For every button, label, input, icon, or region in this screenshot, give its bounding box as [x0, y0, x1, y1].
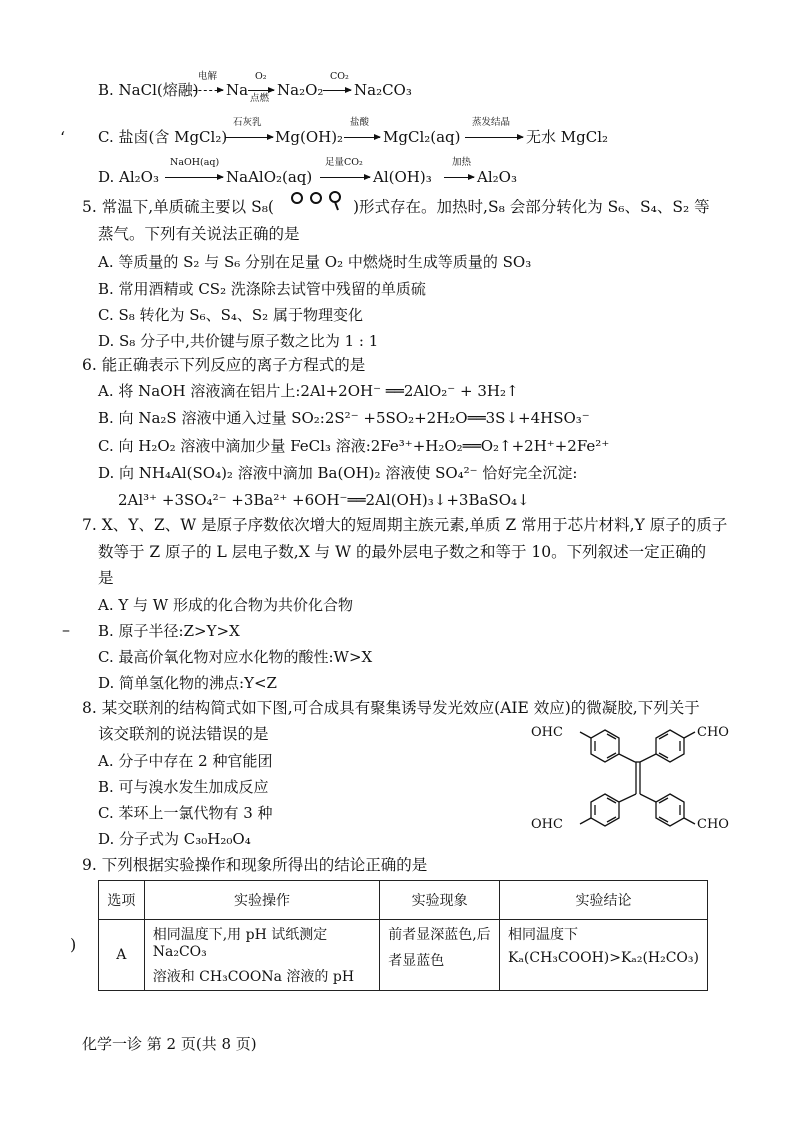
q6-option-d-2: 2Al³⁺ +3SO₄²⁻ +3Ba²⁺ +6OH⁻══2Al(OH)₃↓+3BaSO₄↓	[118, 491, 530, 509]
q6-stem: 6. 能正确表示下列反应的离子方程式的是	[82, 356, 366, 374]
margin-mark: )	[70, 935, 77, 954]
q4-c-step-2: MgCl₂(aq)	[383, 128, 461, 146]
q4-d-label-3: 加热	[452, 157, 472, 168]
q5-stem-1b: )形式存在。加热时,S₈ 会部分转化为 S₆、S₄、S₂ 等	[353, 198, 710, 216]
cho-label: CHO	[697, 817, 729, 832]
q7-option-c: C. 最高价氧化物对应水化物的酸性:W>X	[98, 648, 373, 666]
q4-b-label-3: CO₂	[330, 71, 349, 82]
q4-d-label-1: NaOH(aq)	[170, 157, 220, 168]
q7-option-b: B. 原子半径:Z>Y>X	[98, 622, 240, 640]
q5-option-b: B. 常用酒精或 CS₂ 洗涤除去试管中残留的单质硫	[98, 280, 426, 298]
q8-option-d: D. 分子式为 C₃₀H₂₀O₄	[98, 830, 251, 848]
q8-stem-1: 8. 某交联剂的结构简式如下图,可合成具有聚集诱导发光效应(AIE 效应)的微凝胶,下列关于	[82, 699, 700, 717]
q8-option-b: B. 可与溴水发生加成反应	[98, 778, 269, 796]
q4-b-label-1: 电解	[198, 71, 218, 82]
margin-mark: ʻ	[60, 128, 66, 147]
q5-stem-2: 蒸气。下列有关说法正确的是	[98, 225, 300, 243]
page-footer: 化学一诊 第 2 页(共 8 页)	[82, 1035, 257, 1053]
header-option: 选项	[99, 881, 145, 920]
q5-option-c: C. S₈ 转化为 S₆、S₄、S₂ 属于物理变化	[98, 306, 363, 324]
q8-option-c: C. 苯环上一氯代物有 3 种	[98, 804, 273, 822]
header-conclusion: 实验结论	[500, 881, 708, 920]
q4-b-step-2: Na₂O₂	[277, 81, 324, 99]
row-operation	[144, 920, 379, 991]
q6-option-a: A. 将 NaOH 溶液滴在铝片上:2Al+2OH⁻ ══2AlO₂⁻ + 3H₂↑	[98, 382, 519, 400]
q7-option-d: D. 简单氢化物的沸点:Y<Z	[98, 674, 277, 692]
header-operation: 实验操作	[144, 881, 379, 920]
phenomenon-line-1: 前者显深蓝色,后	[388, 927, 491, 943]
experiment-table	[98, 880, 708, 991]
q4-c-step-1: Mg(OH)₂	[275, 128, 344, 146]
q4-d-step-2: Al(OH)₃	[373, 168, 432, 186]
q4-c-label-3: 蒸发结晶	[472, 117, 511, 128]
q7-stem-3: 是	[98, 569, 114, 587]
arrow	[320, 177, 370, 178]
operation-line-1: 相同温度下,用 pH 试纸测定 Na₂CO₃	[152, 927, 328, 960]
q4-b-step-3: Na₂CO₃	[354, 81, 412, 99]
operation-line-2: 溶液和 CH₃COONa 溶液的 pH	[152, 969, 355, 985]
q5-stem-1: 5. 常温下,单质硫主要以 S₈(	[82, 198, 274, 216]
q4-d-step-3: Al₂O₃	[477, 168, 517, 186]
arrow	[165, 177, 223, 178]
arrow	[225, 137, 273, 138]
margin-mark: –	[62, 620, 70, 639]
q9-stem: 9. 下列根据实验操作和现象所得出的结论正确的是	[82, 856, 428, 874]
row-conclusion	[500, 920, 708, 991]
ohc-label: OHC	[531, 817, 563, 832]
cho-label: CHO	[697, 725, 729, 740]
q4-b-step-1: Na	[226, 81, 249, 99]
q4-c-label-2: 盐酸	[350, 117, 370, 128]
row-phenomenon	[380, 920, 500, 991]
q8-stem-2: 该交联剂的说法错误的是	[98, 725, 269, 743]
ohc-label: OHC	[531, 725, 563, 740]
table-row	[99, 920, 708, 991]
header-phenomenon: 实验现象	[380, 881, 500, 920]
row-option: A	[99, 920, 145, 991]
phenomenon-line-2: 者显蓝色	[388, 953, 445, 969]
q5-option-a: A. 等质量的 S₂ 与 S₆ 分别在足量 O₂ 中燃烧时生成等质量的 SO₃	[98, 253, 532, 271]
q4-c-label-1: 石灰乳	[233, 117, 262, 128]
q6-option-d-1: D. 向 NH₄Al(SO₄)₂ 溶液中滴加 Ba(OH)₂ 溶液使 SO₄²⁻ 恰好完全沉淀:	[98, 464, 578, 482]
q4-c-text: C. 盐卤(含 MgCl₂)	[98, 128, 228, 146]
q7-option-a: A. Y 与 W 形成的化合物为共价化合物	[98, 596, 353, 614]
q6-option-c: C. 向 H₂O₂ 溶液中滴加少量 FeCl₃ 溶液:2Fe³⁺+H₂O₂══O₂↑+2H⁺+2Fe²⁺	[98, 437, 610, 455]
conclusion-line-2: Kₐ(CH₃COOH)>Kₐ₂(H₂CO₃)	[508, 950, 699, 966]
arrow	[248, 90, 274, 91]
conclusion-line-1: 相同温度下	[508, 927, 579, 943]
q4-d-text: D. Al₂O₃	[98, 168, 159, 186]
q4-d-label-2: 足量CO₂	[325, 157, 363, 168]
q4-b-text: B. NaCl(熔融)	[98, 81, 199, 99]
table-header-row	[99, 881, 708, 920]
arrow	[193, 90, 223, 91]
q8-option-a: A. 分子中存在 2 种官能团	[98, 752, 273, 770]
arrow	[465, 137, 523, 138]
arrow	[323, 90, 351, 91]
arrow	[344, 137, 380, 138]
q4-c-step-3: 无水 MgCl₂	[526, 128, 609, 146]
arrow	[444, 177, 474, 178]
q7-stem-2: 数等于 Z 原子的 L 层电子数,X 与 W 的最外层电子数之和等于 10。下列叙述一定正确的	[98, 543, 707, 561]
q4-b-label-2b: 点燃	[250, 93, 270, 104]
q5-option-d: D. S₈ 分子中,共价键与原子数之比为 1 : 1	[98, 332, 379, 350]
q4-b-label-2: O₂	[255, 71, 267, 82]
s8-ring-sketch	[283, 188, 353, 212]
q6-option-b: B. 向 Na₂S 溶液中通入过量 SO₂:2S²⁻ +5SO₂+2H₂O══3S↓+4HSO₃⁻	[98, 409, 590, 427]
q7-stem-1: 7. X、Y、Z、W 是原子序数依次增大的短周期主族元素,单质 Z 常用于芯片材料,Y 原子的质子	[82, 516, 728, 534]
q4-d-step-1: NaAlO₂(aq)	[226, 168, 313, 186]
